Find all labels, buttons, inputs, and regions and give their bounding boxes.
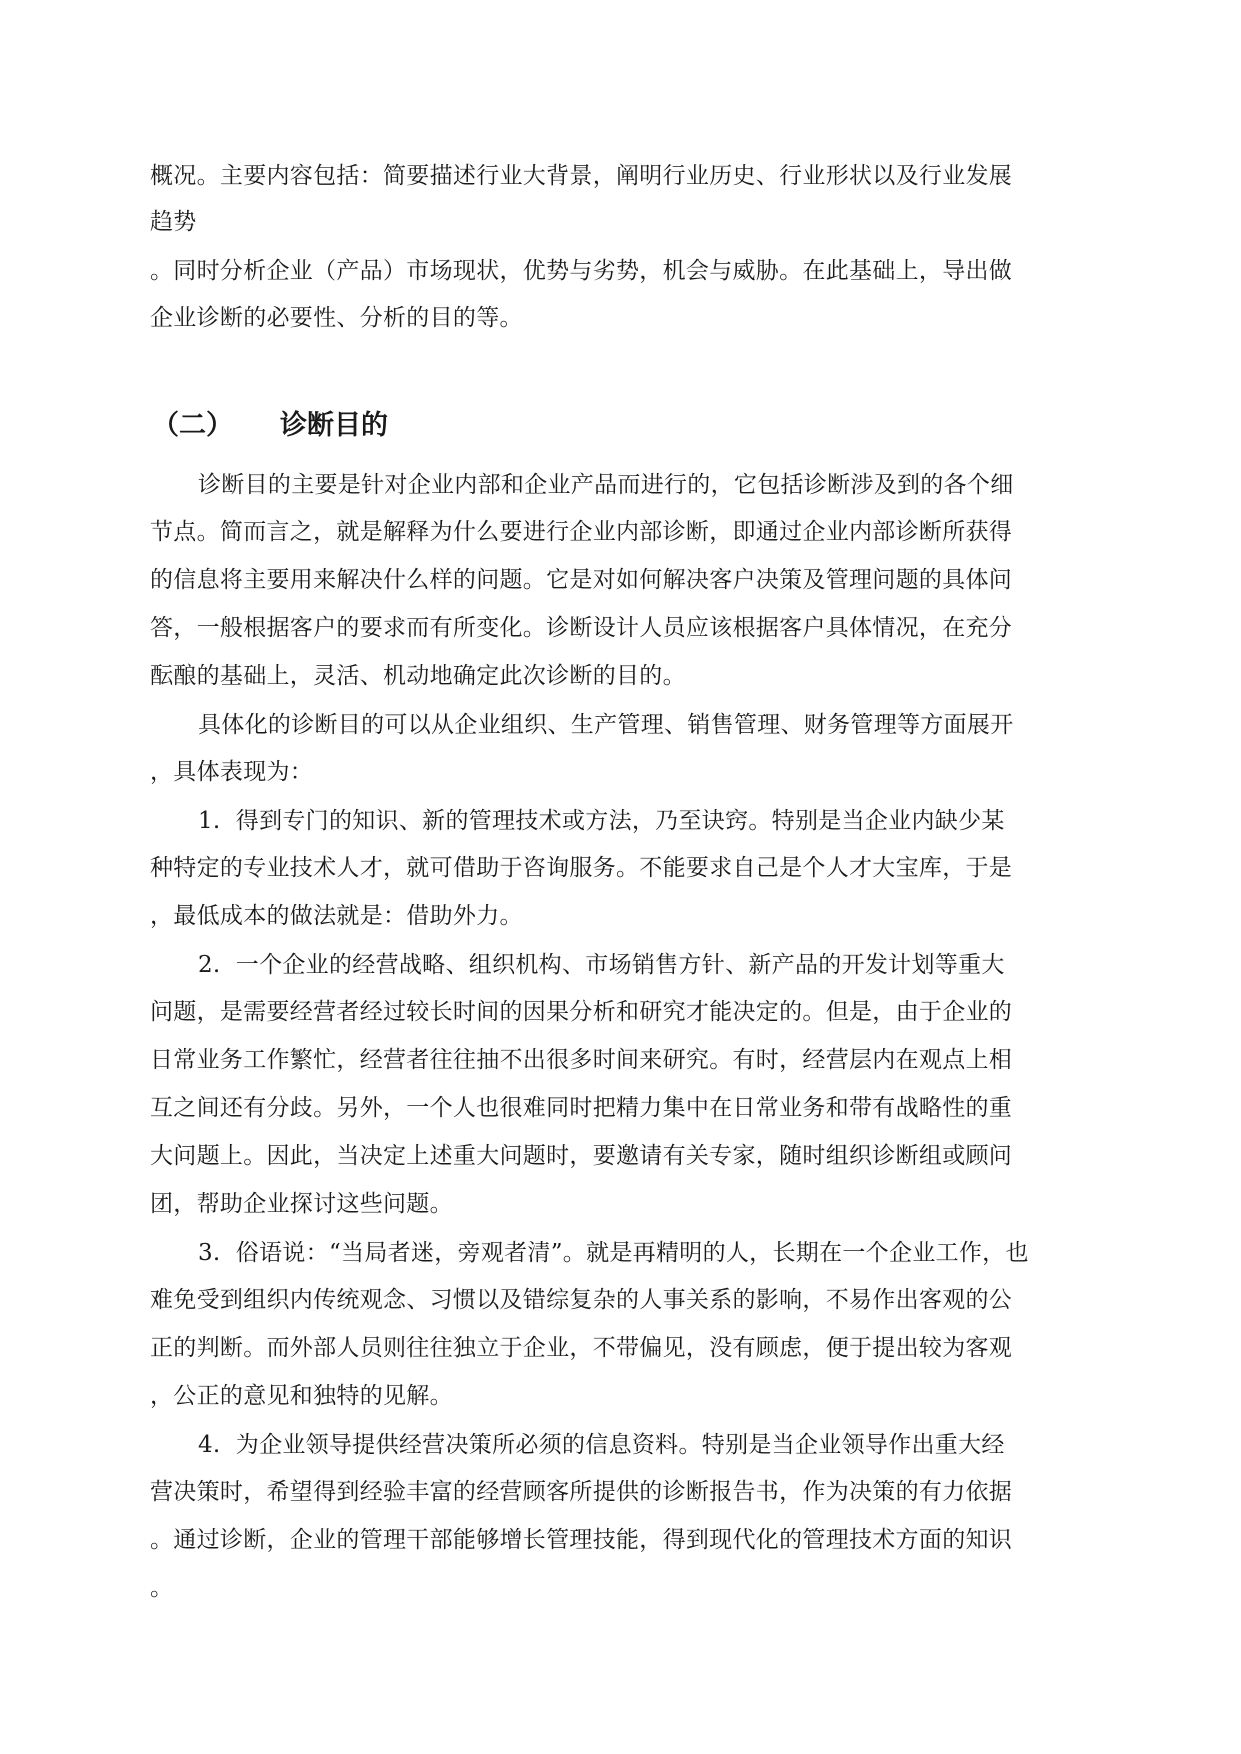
list-item-line: 问题，是需要经营者经过较长时间的因果分析和研究才能决定的。但是，由于企业的 [150,999,1013,1025]
list-item-line: 。通过诊断，企业的管理干部能够增长管理技能，得到现代化的管理技术方面的知识 [150,1527,1013,1553]
paragraph-line: 的信息将主要用来解决什么样的问题。它是对如何解决客户决策及管理问题的具体问 [150,567,1013,593]
list-item-line: 1. 得到专门的知识、新的管理技术或方法，乃至诀窍。特别是当企业内缺少某 [198,808,1005,834]
list-item-line: 2. 一个企业的经营战略、组织机构、市场销售方针、新产品的开发计划等重大 [198,952,1005,978]
list-item-line: 互之间还有分歧。另外，一个人也很难同时把精力集中在日常业务和带有战略性的重 [150,1095,1013,1121]
list-item-line: 3. 俗语说：“当局者迷，旁观者清”。就是再精明的人，长期在一个企业工作，也 [198,1240,1029,1266]
list-item-line: 种特定的专业技术人才，就可借助于咨询服务。不能要求自己是个人才大宝库，于是 [150,855,1013,881]
section-title: 诊断目的 [280,410,388,441]
list-item-line: 4. 为企业领导提供经营决策所必须的信息资料。特别是当企业领导作出重大经 [198,1432,1005,1458]
intro-line: 企业诊断的必要性、分析的目的等。 [150,305,523,331]
list-item-line: ，最低成本的做法就是：借助外力。 [150,903,523,929]
list-item-line: 正的判断。而外部人员则往往独立于企业，不带偏见，没有顾虑，便于提出较为客观 [150,1335,1013,1361]
list-item-line: ，公正的意见和独特的见解。 [150,1383,453,1409]
list-item-line: 日常业务工作繁忙，经营者往往抽不出很多时间来研究。有时，经营层内在观点上相 [150,1047,1013,1073]
section-heading [152,408,388,444]
list-item-line: 难免受到组织内传统观念、习惯以及错综复杂的人事关系的影响，不易作出客观的公 [150,1287,1013,1313]
list-item-line: 。 [150,1575,174,1601]
paragraph-line: 具体化的诊断目的可以从企业组织、生产管理、销售管理、财务管理等方面展开 [198,712,1014,738]
section-number: （二） [152,410,233,441]
list-item-line: 营决策时，希望得到经验丰富的经营顾客所提供的诊断报告书，作为决策的有力依据 [150,1479,1013,1505]
paragraph-line: 酝酿的基础上，灵活、机动地确定此次诊断的目的。 [150,663,686,689]
paragraph-line: 诊断目的主要是针对企业内部和企业产品而进行的，它包括诊断涉及到的各个细 [198,472,1014,498]
list-item-line: 团，帮助企业探讨这些问题。 [150,1191,453,1217]
paragraph-line: 节点。简而言之，就是解释为什么要进行企业内部诊断，即通过企业内部诊断所获得 [150,519,1013,545]
intro-line: 概况。主要内容包括：简要描述行业大背景，阐明行业历史、行业形状以及行业发展 [150,163,1013,189]
intro-line: 。同时分析企业（产品）市场现状，优势与劣势，机会与威胁。在此基础上，导出做 [150,258,1013,284]
intro-line: 趋势 [150,209,197,235]
paragraph-line: ，具体表现为： [150,759,314,785]
paragraph-line: 答，一般根据客户的要求而有所变化。诊断设计人员应该根据客户具体情况，在充分 [150,615,1013,641]
list-item-line: 大问题上。因此，当决定上述重大问题时，要邀请有关专家，随时组织诊断组或顾问 [150,1143,1013,1169]
